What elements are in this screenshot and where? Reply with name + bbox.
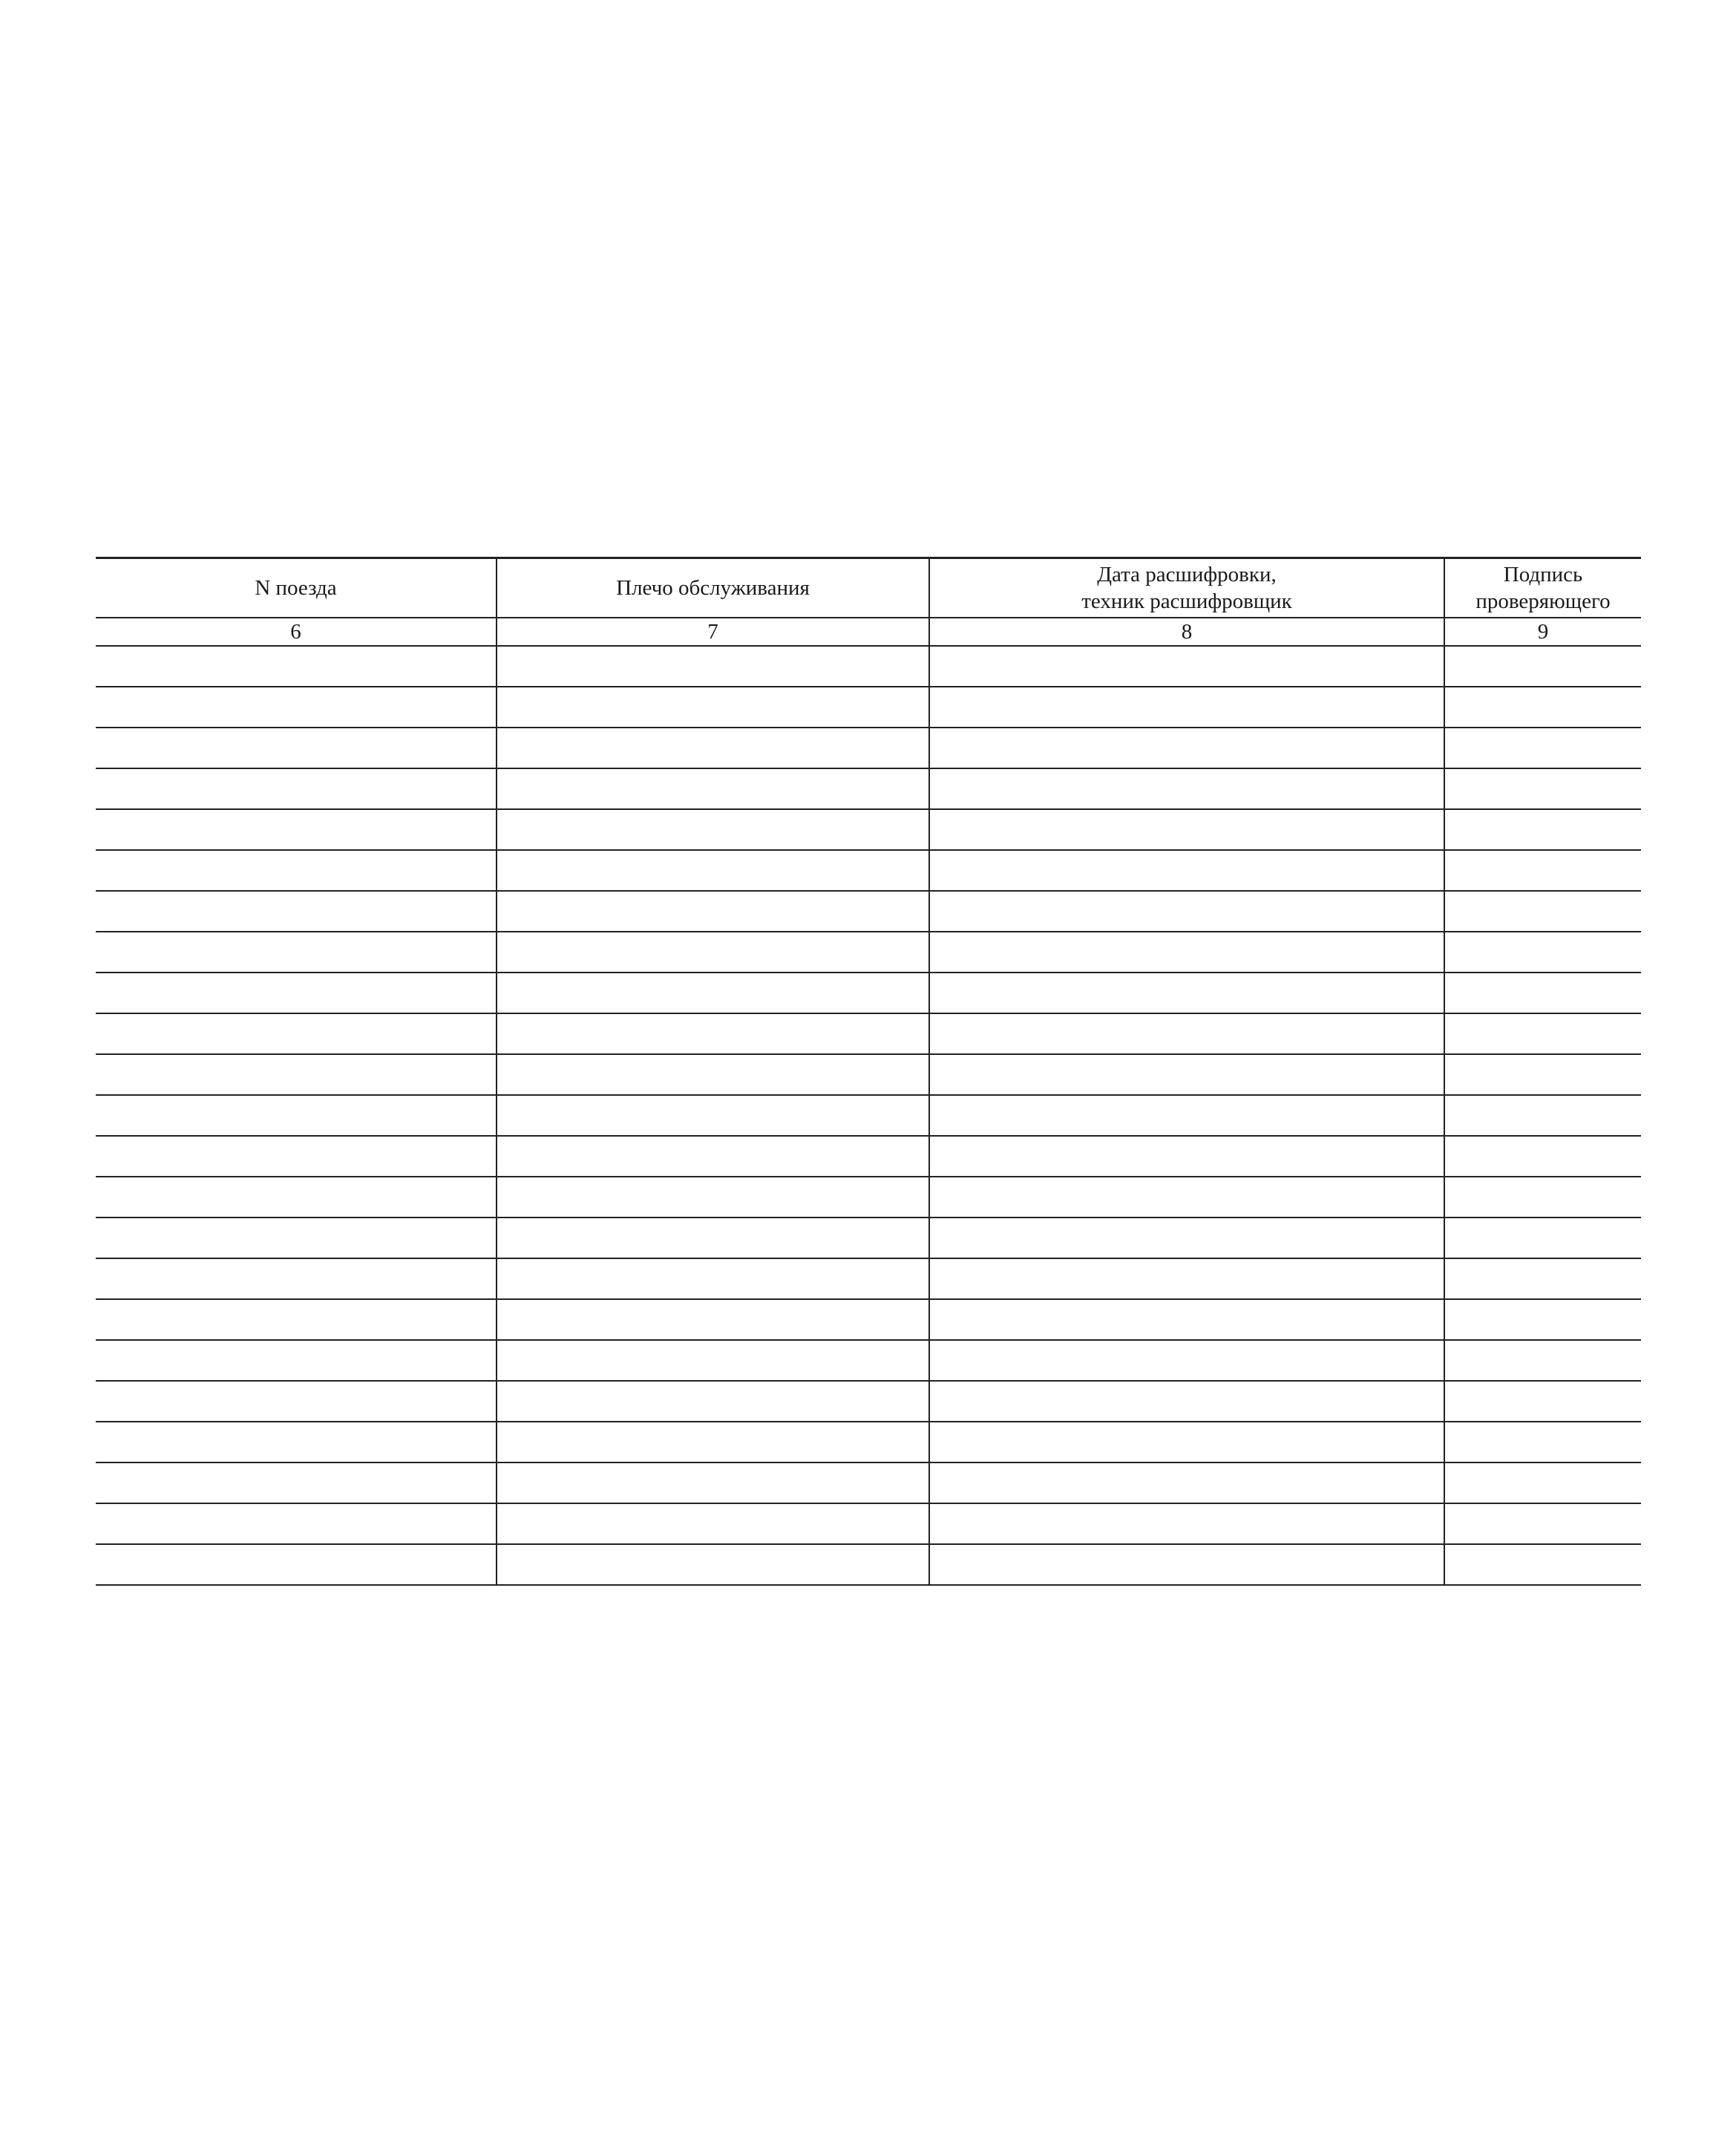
signature-cell: [1444, 1136, 1641, 1177]
decoding-date-cell: [929, 1544, 1444, 1585]
train-number-cell: [96, 1013, 497, 1054]
service-section-cell: [497, 1095, 929, 1136]
column-number: 7: [497, 618, 929, 646]
train-number-cell: [96, 768, 497, 809]
train-number-cell: [96, 809, 497, 850]
table-row: [96, 850, 1641, 891]
service-section-cell: [497, 1544, 929, 1585]
header-text: Плечо обслуживания: [616, 576, 810, 600]
train-number-cell: [96, 1095, 497, 1136]
service-section-cell: [497, 891, 929, 932]
decoding-date-cell: [929, 1503, 1444, 1544]
decoding-date-cell: [929, 1177, 1444, 1218]
train-number-cell: [96, 932, 497, 973]
decoding-date-cell: [929, 646, 1444, 687]
train-number-cell: [96, 850, 497, 891]
table-row: [96, 1054, 1641, 1095]
table-row: [96, 1340, 1641, 1381]
decoding-date-cell: [929, 973, 1444, 1013]
signature-cell: [1444, 1381, 1641, 1422]
table-row: [96, 1136, 1641, 1177]
signature-cell: [1444, 1422, 1641, 1462]
table-row: [96, 1299, 1641, 1340]
service-section-cell: [497, 768, 929, 809]
service-section-cell: [497, 1422, 929, 1462]
signature-cell: [1444, 1299, 1641, 1340]
table-row: [96, 1013, 1641, 1054]
service-section-cell: [497, 973, 929, 1013]
decoding-date-cell: [929, 768, 1444, 809]
table-row: [96, 1462, 1641, 1503]
table-row: [96, 768, 1641, 809]
service-section-cell: [497, 1177, 929, 1218]
table-row: [96, 1258, 1641, 1299]
service-section-cell: [497, 1340, 929, 1381]
table-row: [96, 1503, 1641, 1544]
table-row: [96, 728, 1641, 768]
column-number-row: [96, 618, 1641, 646]
header-text-line-2: техник расшифровщик: [1081, 589, 1292, 613]
table-row: [96, 687, 1641, 728]
decoding-date-cell: [929, 1462, 1444, 1503]
decoding-date-cell: [929, 1422, 1444, 1462]
header-text: N поезда: [255, 576, 337, 600]
signature-cell: [1444, 1054, 1641, 1095]
train-number-cell: [96, 1462, 497, 1503]
table-row: [96, 1422, 1641, 1462]
table-body: [96, 646, 1641, 1585]
column-number: 9: [1444, 618, 1641, 646]
decoding-date-cell: [929, 1054, 1444, 1095]
signature-cell: [1444, 973, 1641, 1013]
signature-cell: [1444, 1258, 1641, 1299]
table-row: [96, 1544, 1641, 1585]
table-row: [96, 891, 1641, 932]
signature-cell: [1444, 1218, 1641, 1258]
table-row: [96, 646, 1641, 687]
signature-cell: [1444, 646, 1641, 687]
signature-cell: [1444, 687, 1641, 728]
train-number-cell: [96, 1258, 497, 1299]
signature-cell: [1444, 1503, 1641, 1544]
service-section-cell: [497, 932, 929, 973]
header-text-line-2: проверяющего: [1475, 589, 1611, 613]
decoding-date-cell: [929, 1095, 1444, 1136]
service-section-cell: [497, 1136, 929, 1177]
train-number-cell: [96, 1218, 497, 1258]
train-number-cell: [96, 1177, 497, 1218]
service-section-cell: [497, 850, 929, 891]
train-number-cell: [96, 646, 497, 687]
train-number-cell: [96, 973, 497, 1013]
table-row: [96, 1177, 1641, 1218]
signature-cell: [1444, 1013, 1641, 1054]
train-number-cell: [96, 1299, 497, 1340]
signature-cell: [1444, 809, 1641, 850]
service-section-cell: [497, 1462, 929, 1503]
service-section-cell: [497, 1218, 929, 1258]
train-number-cell: [96, 1340, 497, 1381]
column-number: 6: [96, 618, 497, 646]
signature-cell: [1444, 768, 1641, 809]
decoding-date-cell: [929, 850, 1444, 891]
service-section-cell: [497, 1299, 929, 1340]
decoding-date-cell: [929, 1218, 1444, 1258]
table-row: [96, 973, 1641, 1013]
decoding-date-cell: [929, 1013, 1444, 1054]
signature-cell: [1444, 1462, 1641, 1503]
service-section-cell: [497, 646, 929, 687]
decoding-date-cell: [929, 728, 1444, 768]
service-section-cell: [497, 1258, 929, 1299]
decoding-date-cell: [929, 891, 1444, 932]
header-train-number: [96, 558, 497, 618]
signature-cell: [1444, 932, 1641, 973]
train-number-cell: [96, 687, 497, 728]
service-section-cell: [497, 687, 929, 728]
decoding-date-cell: [929, 1381, 1444, 1422]
train-number-cell: [96, 1136, 497, 1177]
decoding-date-cell: [929, 1340, 1444, 1381]
service-section-cell: [497, 1381, 929, 1422]
service-section-cell: [497, 1054, 929, 1095]
header-decoding-date-technician: [929, 558, 1444, 618]
signature-cell: [1444, 1095, 1641, 1136]
signature-cell: [1444, 1544, 1641, 1585]
header-text-line-1: Дата расшифровки,: [1097, 563, 1277, 586]
service-section-cell: [497, 728, 929, 768]
signature-cell: [1444, 850, 1641, 891]
train-number-cell: [96, 1503, 497, 1544]
service-section-cell: [497, 809, 929, 850]
signature-cell: [1444, 1340, 1641, 1381]
table-row: [96, 1218, 1641, 1258]
decoding-date-cell: [929, 1136, 1444, 1177]
table-row: [96, 932, 1641, 973]
table-row: [96, 1095, 1641, 1136]
table-row: [96, 1381, 1641, 1422]
train-number-cell: [96, 1054, 497, 1095]
signature-cell: [1444, 728, 1641, 768]
column-number: 8: [929, 618, 1444, 646]
table-row: [96, 809, 1641, 850]
train-number-cell: [96, 1381, 497, 1422]
decoding-date-cell: [929, 687, 1444, 728]
header-inspector-signature: [1444, 558, 1641, 618]
service-section-cell: [497, 1503, 929, 1544]
decoding-date-cell: [929, 809, 1444, 850]
train-number-cell: [96, 1422, 497, 1462]
header-text-line-1: Подпись: [1503, 563, 1583, 586]
header-service-section: [497, 558, 929, 618]
train-number-cell: [96, 1544, 497, 1585]
decoding-date-cell: [929, 1299, 1444, 1340]
header-row: [96, 558, 1641, 618]
signature-cell: [1444, 891, 1641, 932]
train-number-cell: [96, 728, 497, 768]
signature-cell: [1444, 1177, 1641, 1218]
decoding-date-cell: [929, 932, 1444, 973]
decoding-date-cell: [929, 1258, 1444, 1299]
log-table: [96, 557, 1641, 1586]
service-section-cell: [497, 1013, 929, 1054]
train-number-cell: [96, 891, 497, 932]
